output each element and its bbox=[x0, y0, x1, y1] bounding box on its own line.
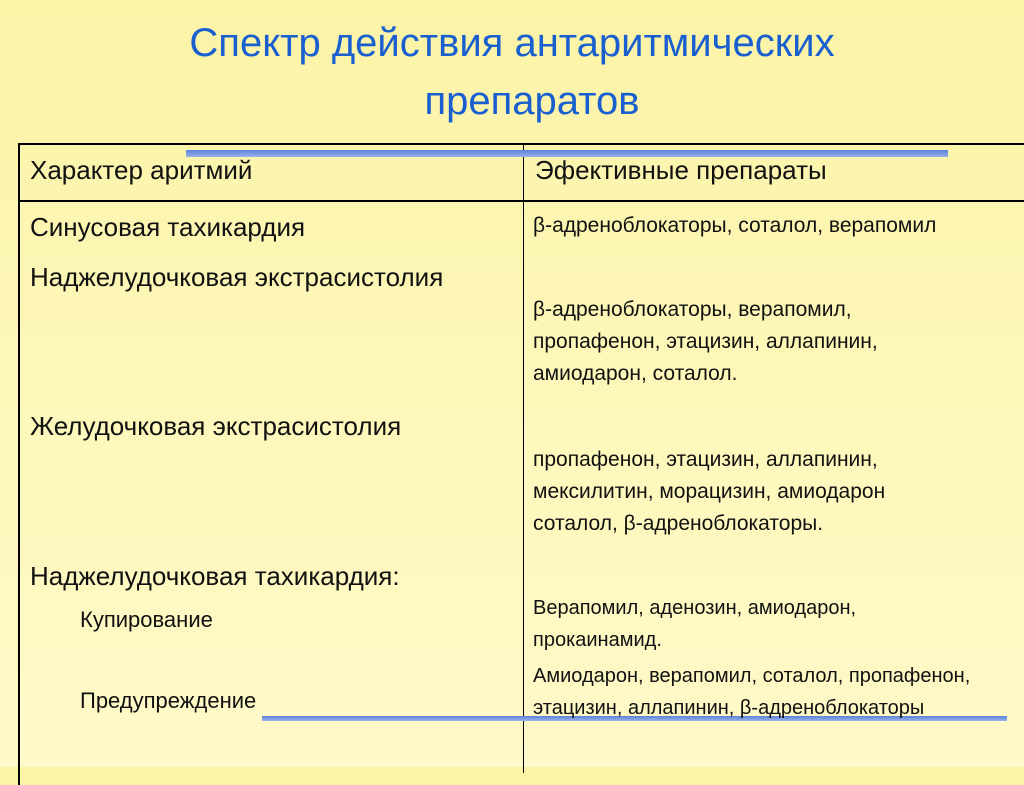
drug-list-line: β-адреноблокаторы, соталол, верапомил bbox=[533, 214, 937, 237]
row-label-termination: Купирование bbox=[80, 607, 213, 632]
column-divider bbox=[523, 143, 524, 773]
slide-title-line-2: препаратов bbox=[424, 79, 640, 123]
drug-list-line: пропафенон, этацизин, аллапинин, bbox=[533, 448, 878, 471]
drug-list-sinus-tachycardia bbox=[533, 210, 936, 242]
column-header-drugs: Эфективные препараты bbox=[535, 155, 827, 185]
row-label-supraventricular-tachycardia: Наджелудочковая тахикардия: bbox=[30, 561, 400, 591]
drug-list-line: Амиодарон, верапомил, соталол, пропафенон, bbox=[533, 665, 971, 687]
column-header-arrhythmia: Характер аритмий bbox=[30, 155, 253, 185]
drug-list-prevention bbox=[533, 660, 970, 724]
slide-title bbox=[0, 14, 1024, 130]
header-divider bbox=[18, 200, 1024, 202]
drug-list-termination bbox=[533, 592, 856, 656]
row-label-prevention: Предупреждение bbox=[80, 688, 257, 713]
drug-list-supraventricular-extrasystole bbox=[533, 294, 878, 390]
drug-list-line: Верапомил, аденозин, амиодарон, bbox=[533, 597, 857, 619]
drug-list-line: мексилитин, морацизин, амиодарон bbox=[533, 480, 886, 503]
drug-list-line: амиодарон, соталол. bbox=[533, 362, 738, 385]
drug-list-line: прокаинамид. bbox=[533, 629, 662, 651]
slide-title-line-1: Спектр действия антаритмических bbox=[189, 21, 835, 65]
row-label-supraventricular-extrasystole: Наджелудочковая экстрасистолия bbox=[30, 262, 444, 292]
drug-list-line: этацизин, аллапинин, β-адреноблокаторы bbox=[533, 697, 925, 719]
row-label-ventricular-extrasystole: Желудочковая экстрасистолия bbox=[30, 411, 402, 441]
drug-list-line: соталол, β-адреноблокаторы. bbox=[533, 512, 824, 535]
row-label-sinus-tachycardia: Синусовая тахикардия bbox=[30, 212, 306, 242]
drug-list-line: β-адреноблокаторы, верапомил, bbox=[533, 298, 852, 321]
drug-list-ventricular-extrasystole bbox=[533, 444, 885, 540]
drug-list-line: пропафенон, этацизин, аллапинин, bbox=[533, 330, 878, 353]
